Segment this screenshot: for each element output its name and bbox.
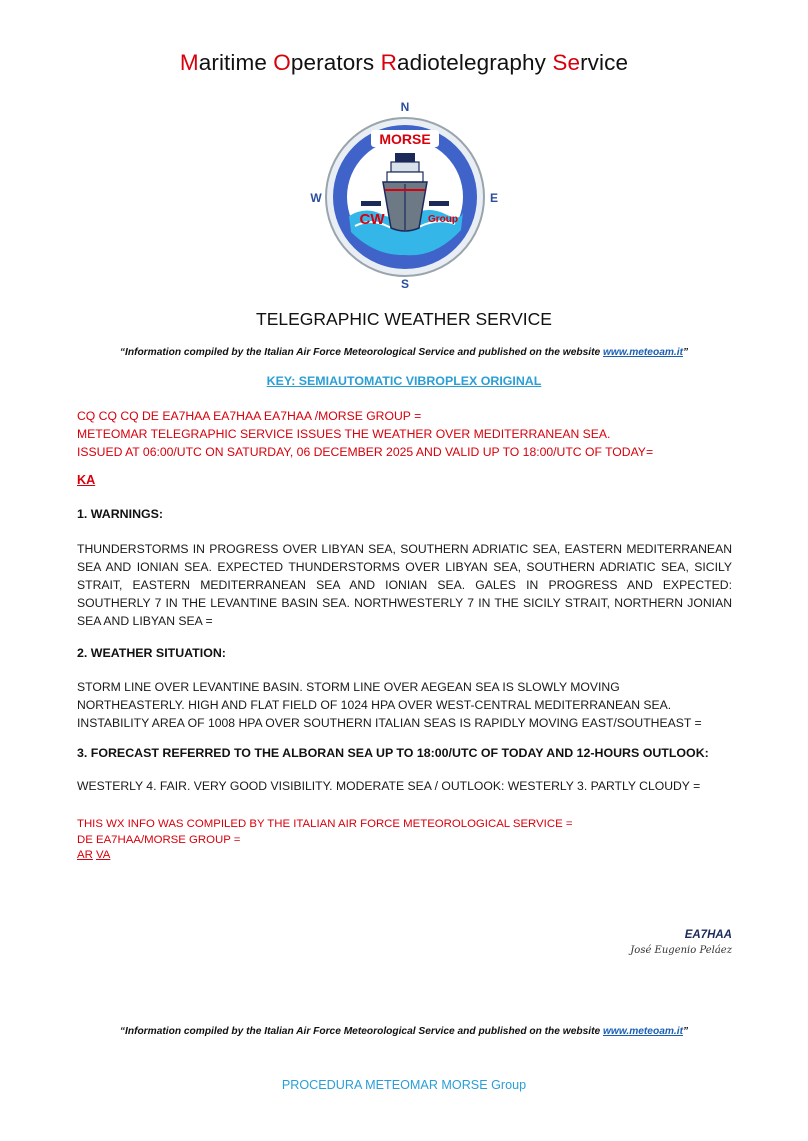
credit-end: ”: [682, 347, 689, 358]
callsign: EA7HAA: [684, 929, 732, 941]
logo-group-text: Group: [428, 214, 458, 225]
preamble: [77, 407, 732, 461]
footer-credit: [0, 1026, 808, 1037]
title-word: perators: [290, 50, 381, 75]
service-subtitle: TELEGRAPHIC WEATHER SERVICE: [256, 309, 552, 329]
credit-end: ”: [682, 1026, 689, 1037]
left-ship-icon: [361, 201, 381, 206]
closing-line: THIS WX INFO WAS COMPILED BY THE ITALIAN AIR FORCE METEOROLOGICAL SERVICE =: [77, 818, 573, 830]
section-body-warnings: THUNDERSTORMS IN PROGRESS OVER LIBYAN SEA, SOUTHERN ADRIATIC SEA, EASTERN MEDITERRANEAN SEA AND IONIAN SEA. EXPECTED THUNDERSTORMS OVER LIBYAN SEA, SOUTHERN ADRIATIC SEA, SICILY STRAIT, EASTERN MEDITERRANEAN SEA AND IONIAN SEA. GALES IN PROGRESS AND EXPECTED: SOUTHERLY 7 IN THE LEVANTINE BASIN SEA. NORTHWESTERLY 7 IN THE SICILY STRAIT, NORTHERN JONIAN SEA AND LIBYAN SEA =: [77, 542, 732, 628]
handwritten-signature: José Eugenio Peláez: [630, 945, 732, 956]
section-heading-forecast: 3. FORECAST REFERRED TO THE ALBORAN SEA UP TO 18:00/UTC OF TODAY AND 12-HOURS OUTLOOK:: [77, 746, 709, 760]
section-heading-weather-situation: 2. WEATHER SITUATION:: [77, 646, 226, 660]
compass-north-label: N: [400, 100, 410, 114]
section-body-weather-situation: [77, 678, 732, 732]
title-initial: O: [273, 50, 291, 75]
preamble-line: CQ CQ CQ DE EA7HAA EA7HAA EA7HAA /MORSE GROUP =: [77, 409, 422, 423]
source-credit: [0, 347, 808, 358]
closing-prosigns: [77, 848, 572, 864]
page-title: [0, 50, 808, 76]
section-heading-warnings: 1. WARNINGS:: [77, 507, 164, 521]
ar-prosign: AR: [77, 849, 93, 861]
weather-line: STORM LINE OVER LEVANTINE BASIN. STORM LINE OVER AEGEAN SEA IS SLOWLY MOVING: [77, 680, 620, 694]
title-initial: M: [179, 50, 199, 75]
ship-compass-logo-icon: [305, 98, 505, 293]
logo-morse-text: MORSE: [379, 131, 431, 147]
title-word: rvice: [580, 50, 629, 75]
footer-procedure: PROCEDURA METEOMAR MORSE Group: [281, 1078, 527, 1092]
title-word: aritime: [198, 50, 274, 75]
credit-text: “Information compiled by the Italian Air Force Meteorological Service and published on the website: [119, 347, 603, 358]
title-word: adiotelegraphy: [396, 50, 553, 75]
compass-west-label: W: [310, 191, 322, 205]
right-ship-icon: [429, 201, 449, 206]
preamble-line: ISSUED AT 06:00/UTC ON SATURDAY, 06 DECEMBER 2025 AND VALID UP TO 18:00/UTC OF TODAY=: [77, 445, 654, 459]
key-line: KEY: SEMIAUTOMATIC VIBROPLEX ORIGINAL: [266, 374, 542, 388]
compass-east-label: E: [489, 191, 499, 205]
va-prosign: VA: [96, 849, 111, 861]
title-initial: Se: [552, 50, 581, 75]
compass-south-label: S: [400, 277, 410, 291]
preamble-line: METEOMAR TELEGRAPHIC SERVICE ISSUES THE WEATHER OVER MEDITERRANEAN SEA.: [77, 427, 611, 441]
ka-prosign: KA: [77, 473, 96, 487]
logo-cw-text: CW: [359, 211, 385, 228]
meteoam-link[interactable]: www.meteoam.it: [602, 1026, 683, 1037]
section-body-forecast: WESTERLY 4. FAIR. VERY GOOD VISIBILITY. MODERATE SEA / OUTLOOK: WESTERLY 3. PARTLY CLOUDY =: [77, 779, 701, 793]
closing-line: DE EA7HAA/MORSE GROUP =: [77, 833, 241, 846]
signature-block: [630, 929, 732, 956]
closing-block: [77, 817, 572, 864]
weather-line: INSTABILITY AREA OF 1008 HPA OVER SOUTHERN ITALIAN SEAS IS RAPIDLY MOVING EAST/SOUTHEAST =: [77, 716, 702, 730]
credit-text: “Information compiled by the Italian Air Force Meteorological Service and published on the website: [119, 1026, 603, 1037]
title-initial: R: [380, 50, 397, 75]
meteoam-link[interactable]: www.meteoam.it: [602, 347, 683, 358]
weather-line: NORTHEASTERLY. HIGH AND FLAT FIELD OF 1024 HPA OVER WEST-CENTRAL MEDITERRANEAN SEA.: [77, 698, 672, 712]
